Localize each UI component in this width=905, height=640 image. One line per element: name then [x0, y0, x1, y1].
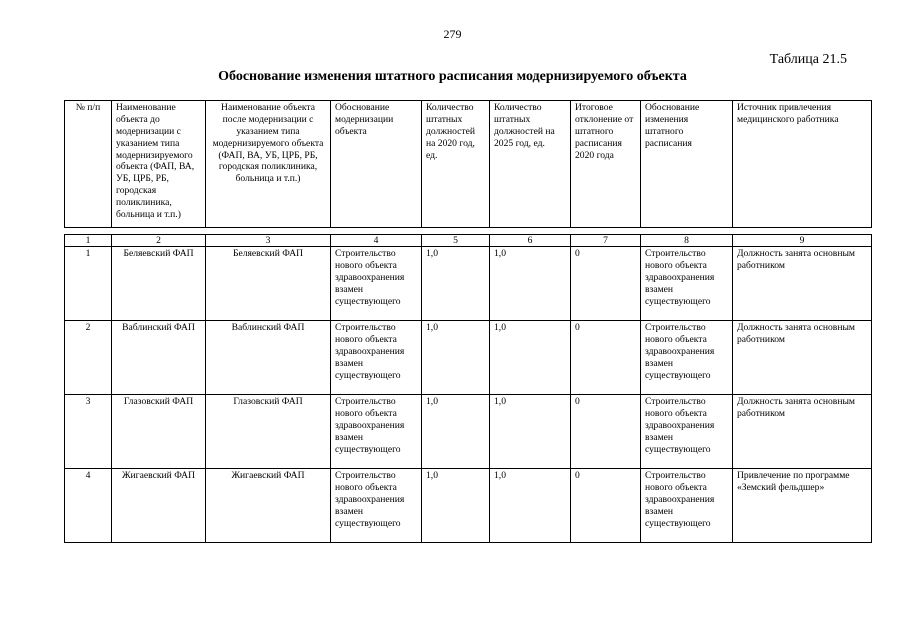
header-cell: Обоснование изменения штатного расписания [641, 101, 733, 228]
staff-2025: 1,0 [490, 247, 571, 321]
table-row [65, 469, 872, 543]
deviation: 0 [571, 321, 641, 395]
object-after: Ваблинский ФАП [206, 321, 331, 395]
table-row [65, 247, 872, 321]
worker-source: Привлечение по программе «Земский фельдшер» [733, 469, 872, 543]
worker-source: Должность занята основным работником [733, 247, 872, 321]
modernization-reason: Строительство нового объекта здравоохранения взамен существующего [331, 247, 422, 321]
page-number: 279 [443, 27, 462, 41]
object-before: Жигаевский ФАП [112, 469, 206, 543]
header-cell: Итоговое отклонение от штатного расписания 2020 года [571, 101, 641, 228]
staff-2020: 1,0 [422, 469, 490, 543]
document-title: Обоснование изменения штатного расписания модернизируемого объекта [218, 69, 687, 84]
header-cell: Источник привлечения медицинского работника [733, 101, 872, 228]
object-before: Ваблинский ФАП [112, 321, 206, 395]
header-cell: Наименование объекта до модернизации с указанием типа модернизируемого объекта (ФАП, ВА, УБ, ЦРБ, РБ, городская поликлиника, больница и т.п.) [112, 101, 206, 228]
change-reason: Строительство нового объекта здравоохранения взамен существующего [641, 247, 733, 321]
worker-source: Должность занята основным работником [733, 321, 872, 395]
staff-2025: 1,0 [490, 395, 571, 469]
row-number: 1 [65, 247, 112, 321]
table-label: Таблица 21.5 [769, 52, 847, 67]
object-before: Глазовский ФАП [112, 395, 206, 469]
column-number: 1 [65, 235, 112, 247]
header-cell: Количество штатных должностей на 2025 год, ед. [490, 101, 571, 228]
staff-2020: 1,0 [422, 247, 490, 321]
separator-row [65, 228, 872, 235]
column-number: 3 [206, 235, 331, 247]
row-number: 4 [65, 469, 112, 543]
staffing-table [64, 100, 872, 543]
change-reason: Строительство нового объекта здравоохранения взамен существующего [641, 321, 733, 395]
row-number: 2 [65, 321, 112, 395]
table-row [65, 395, 872, 469]
modernization-reason: Строительство нового объекта здравоохранения взамен существующего [331, 395, 422, 469]
column-number-row [65, 235, 872, 247]
change-reason: Строительство нового объекта здравоохранения взамен существующего [641, 469, 733, 543]
column-number: 2 [112, 235, 206, 247]
modernization-reason: Строительство нового объекта здравоохранения взамен существующего [331, 469, 422, 543]
staff-2025: 1,0 [490, 469, 571, 543]
column-number: 8 [641, 235, 733, 247]
header-cell: № п/п [65, 101, 112, 228]
worker-source: Должность занята основным работником [733, 395, 872, 469]
deviation: 0 [571, 469, 641, 543]
column-number: 7 [571, 235, 641, 247]
header-cell: Количество штатных должностей на 2020 год, ед. [422, 101, 490, 228]
column-number: 9 [733, 235, 872, 247]
header-row [65, 101, 872, 228]
header-cell: Наименование объекта после модернизации с указанием типа модернизируемого объекта (ФАП, ВА, УБ, ЦРБ, РБ, городская поликлиника, больница и т.п.) [206, 101, 331, 228]
separator [65, 228, 872, 235]
object-after: Жигаевский ФАП [206, 469, 331, 543]
object-after: Глазовский ФАП [206, 395, 331, 469]
staff-2020: 1,0 [422, 321, 490, 395]
object-before: Беляевский ФАП [112, 247, 206, 321]
deviation: 0 [571, 247, 641, 321]
column-number: 5 [422, 235, 490, 247]
staff-2020: 1,0 [422, 395, 490, 469]
column-number: 6 [490, 235, 571, 247]
object-after: Беляевский ФАП [206, 247, 331, 321]
modernization-reason: Строительство нового объекта здравоохранения взамен существующего [331, 321, 422, 395]
change-reason: Строительство нового объекта здравоохранения взамен существующего [641, 395, 733, 469]
table-row [65, 321, 872, 395]
column-number: 4 [331, 235, 422, 247]
deviation: 0 [571, 395, 641, 469]
header-cell: Обоснование модернизации объекта [331, 101, 422, 228]
staff-2025: 1,0 [490, 321, 571, 395]
row-number: 3 [65, 395, 112, 469]
